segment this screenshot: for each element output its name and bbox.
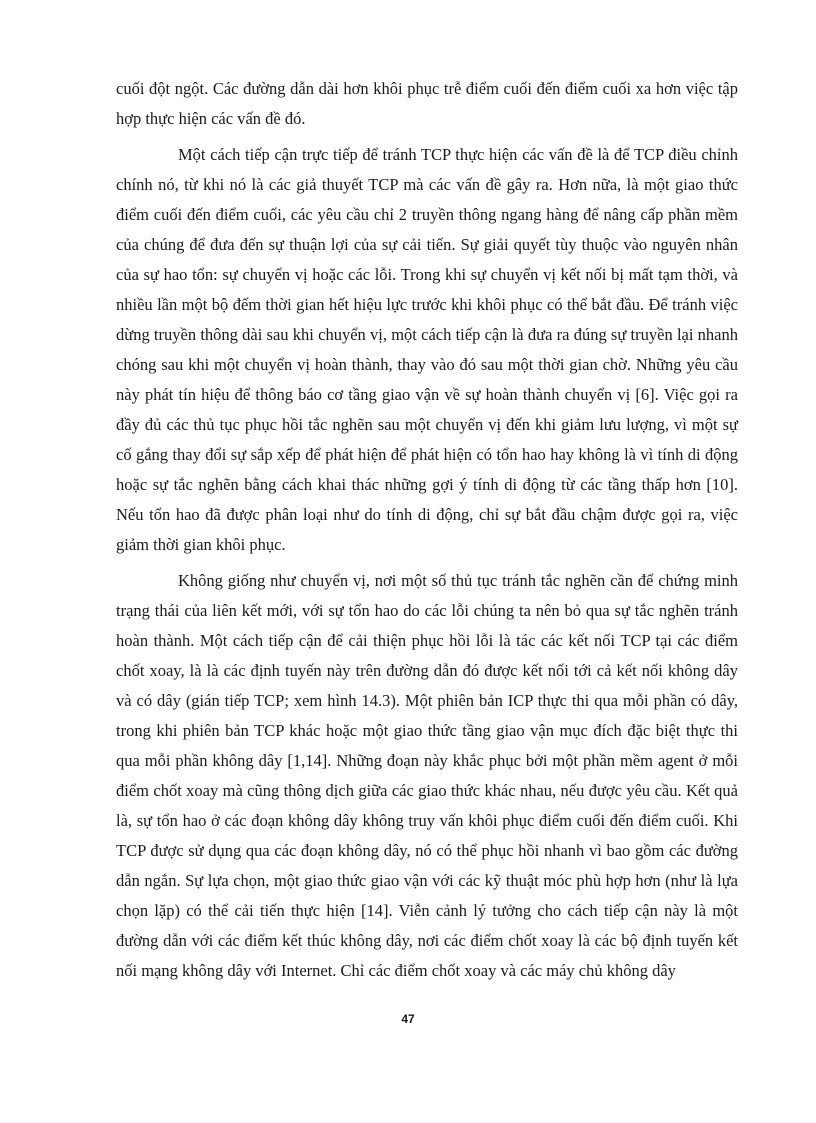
body-text <box>116 74 738 986</box>
paragraph-continuation: cuối đột ngột. Các đường dẫn dài hơn khôi phục trễ điểm cuối đến điểm cuối xa hơn việc tập hợp thực hiện các vấn đề đó. <box>116 79 738 128</box>
page-number: 47 <box>401 1012 415 1026</box>
paragraph-error-recovery: Không giống như chuyển vị, nơi một số thủ tục tránh tắc nghẽn cần để chứng minh trạng thái của liên kết mới, với sự tổn hao do các lỗi chúng ta nên bỏ qua sự tắc nghẽn tránh hoàn thành. Một cách tiếp cận để cải thiện phục hồi lỗi là tác các kết nối TCP tại các điểm chốt xoay, là là các định tuyến này trên đường dẫn đó được kết nối tới cả kết nối không dây và có dây (gián tiếp TCP; xem hình 14.3). Một phiên bản ICP thực thi qua mỗi phần có dây, trong khi phiên bản TCP khác hoặc một giao thức tầng giao vận mục đích đặc biệt thực thi qua mỗi phần không dây [1,14]. Những đoạn này khắc phục bởi một phần mềm agent ở mỗi điểm chốt xoay mà cũng thông dịch giữa các giao thức khác nhau, nếu được yêu cầu. Kết quả là, sự tổn hao ở các đoạn không dây không truy vấn khôi phục điểm cuối đến điểm cuối. Khi TCP được sử dụng qua các đoạn không dây, nó có thể phục hồi nhanh vì bao gồm các đường dẫn ngắn. Sự lựa chọn, một giao thức giao vận với các kỹ thuật móc phù hợp hơn (như là lựa chọn lặp) có thể cải tiến thực hiện [14]. Viễn cảnh lý tưởng cho cách tiếp cận này là một đường dẫn với các điểm kết thúc không dây, nơi các điểm chốt xoay là các bộ định tuyến kết nối mạng không dây với Internet. Chỉ các điểm chốt xoay và các máy chủ không dây <box>116 571 738 980</box>
paragraph-tcp-adjustment: Một cách tiếp cận trực tiếp để tránh TCP thực hiện các vấn đề là để TCP điều chỉnh chính nó, từ khi nó là các giả thuyết TCP mà các vấn đề gây ra. Hơn nữa, là một giao thức điểm cuối đến điểm cuối, các yêu cầu chỉ 2 truyền thông ngang hàng để nâng cấp phần mềm của chúng để đưa đến sự thuận lợi của sự cải tiến. Sự giải quyết tùy thuộc vào nguyên nhân của sự hao tổn: sự chuyển vị hoặc các lỗi. Trong khi sự chuyển vị kết nối bị mất tạm thời, và nhiều lần một bộ đếm thời gian hết hiệu lực trước khi khôi phục có thể bắt đầu. Để tránh việc dừng truyền thông dài sau khi chuyển vị, một cách tiếp cận là đưa ra đúng sự truyền lại nhanh chóng sau khi một chuyển vị hoàn thành, thay vào đó sau một thời gian chờ. Những yêu cầu này phát tín hiệu để thông báo cơ tầng giao vận về sự hoàn thành chuyển vị [6]. Việc gọi ra đầy đủ các thủ tục phục hồi tắc nghẽn sau một chuyển vị đến khi giảm lưu lượng, vì một sự cố gắng thay đổi sự sắp xếp để phát hiện để phát hiện có tổn hao hay không là vì tính di động hoặc sự tắc nghẽn bằng cách khai thác những gợi ý tính di động từ các tầng thấp hơn [10]. Nếu tổn hao đã được phân loại như do tính di động, chỉ sự bắt đầu chậm được gọi ra, việc giảm thời gian khôi phục. <box>116 145 738 554</box>
